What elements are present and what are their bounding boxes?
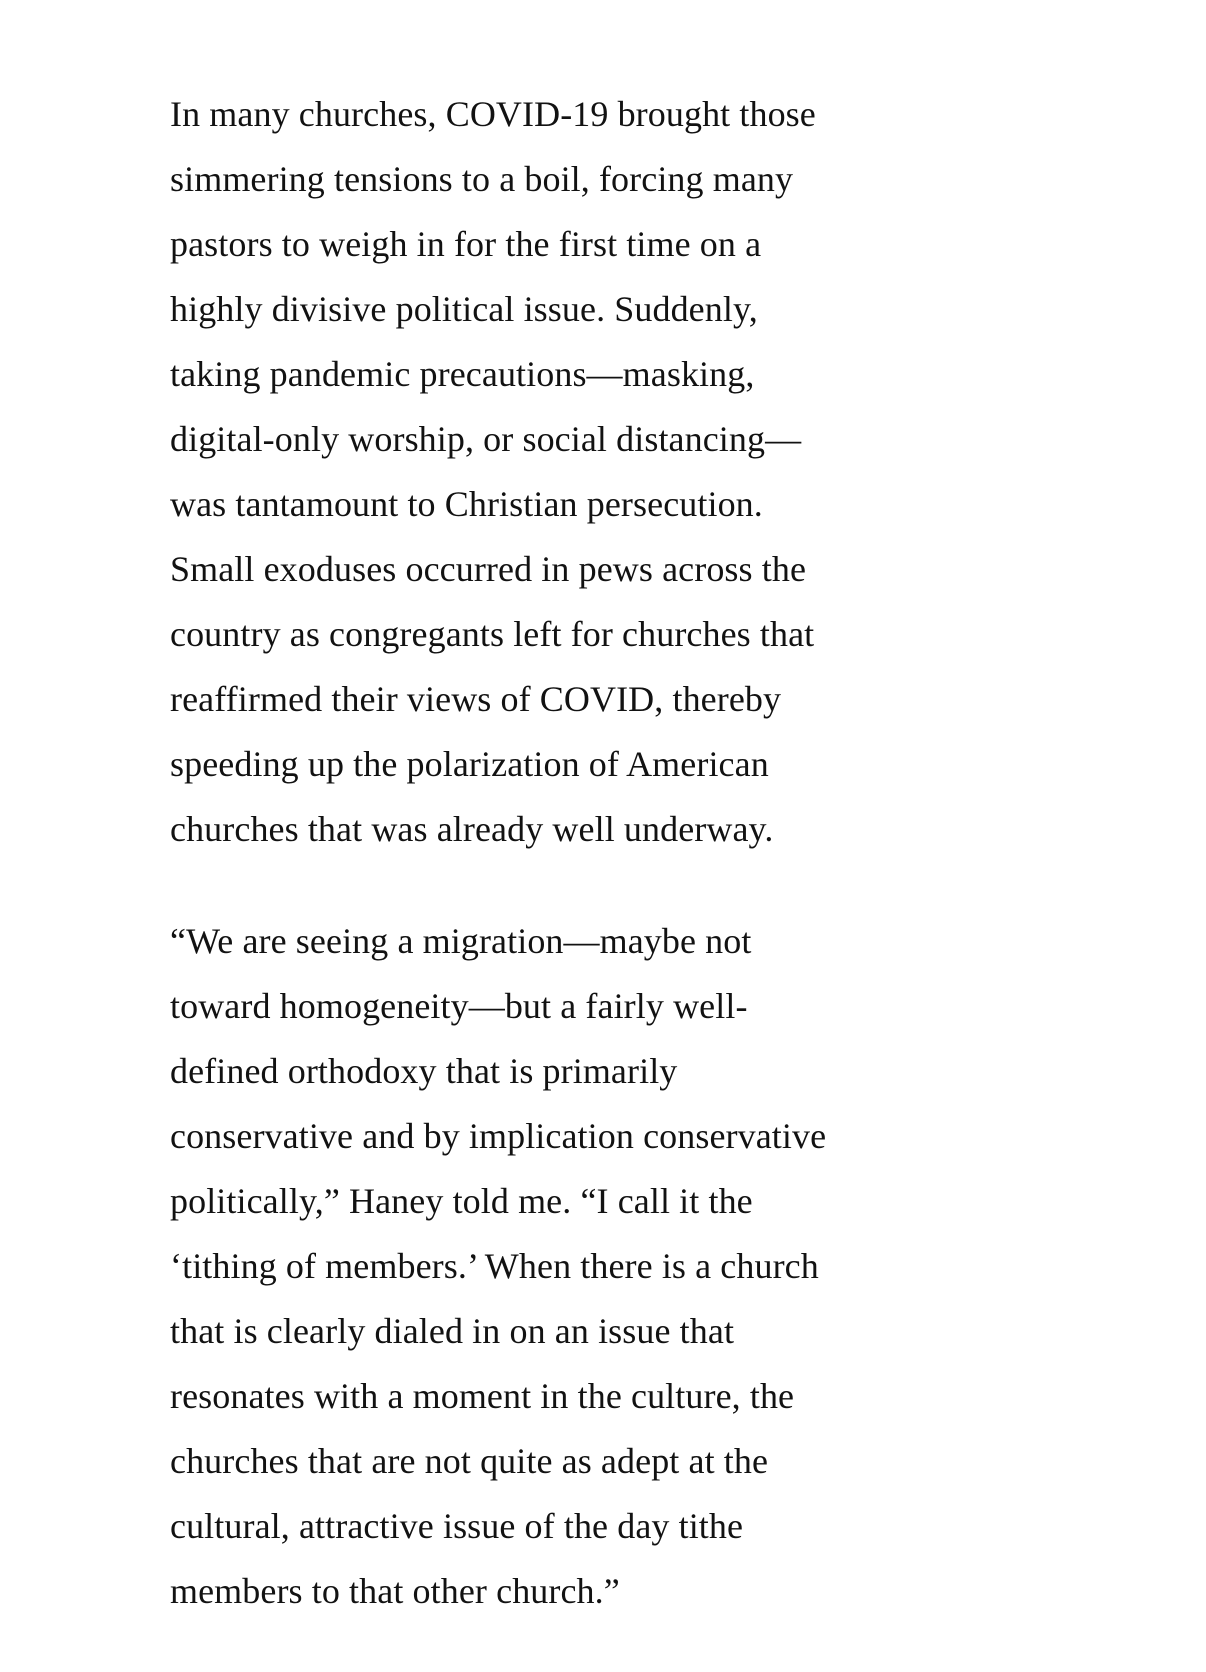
text-line: members to that other church.” bbox=[170, 1571, 620, 1611]
text-line: reaffirmed their views of COVID, thereby bbox=[170, 679, 782, 719]
paragraph-1 bbox=[170, 82, 990, 862]
text-line: In many churches, COVID-19 brought those bbox=[170, 94, 816, 134]
text-line: taking pandemic precautions—masking, bbox=[170, 354, 755, 394]
text-line: speeding up the polarization of American bbox=[170, 744, 769, 784]
text-line: churches that are not quite as adept at the bbox=[170, 1441, 769, 1481]
text-line: churches that was already well underway. bbox=[170, 809, 774, 849]
text-line: pastors to weigh in for the first time on a bbox=[170, 224, 762, 264]
text-line: politically,” Haney told me. “I call it the bbox=[170, 1181, 753, 1221]
article-body bbox=[170, 82, 990, 1624]
text-line: ‘tithing of members.’ When there is a church bbox=[170, 1246, 819, 1286]
text-line: toward homogeneity—but a fairly well- bbox=[170, 986, 748, 1026]
text-line: conservative and by implication conservative bbox=[170, 1116, 827, 1156]
text-line: that is clearly dialed in on an issue that bbox=[170, 1311, 735, 1351]
text-line: “We are seeing a migration—maybe not bbox=[170, 921, 752, 961]
text-line: defined orthodoxy that is primarily bbox=[170, 1051, 678, 1091]
text-line: was tantamount to Christian persecution. bbox=[170, 484, 763, 524]
text-line: cultural, attractive issue of the day tithe bbox=[170, 1506, 744, 1546]
text-line: resonates with a moment in the culture, the bbox=[170, 1376, 795, 1416]
text-line: country as congregants left for churches that bbox=[170, 614, 815, 654]
text-line: digital-only worship, or social distancing— bbox=[170, 419, 802, 459]
text-line: highly divisive political issue. Suddenly, bbox=[170, 289, 758, 329]
paragraph-2 bbox=[170, 909, 990, 1624]
text-line: Small exoduses occurred in pews across the bbox=[170, 549, 807, 589]
text-line: simmering tensions to a boil, forcing many bbox=[170, 159, 794, 199]
